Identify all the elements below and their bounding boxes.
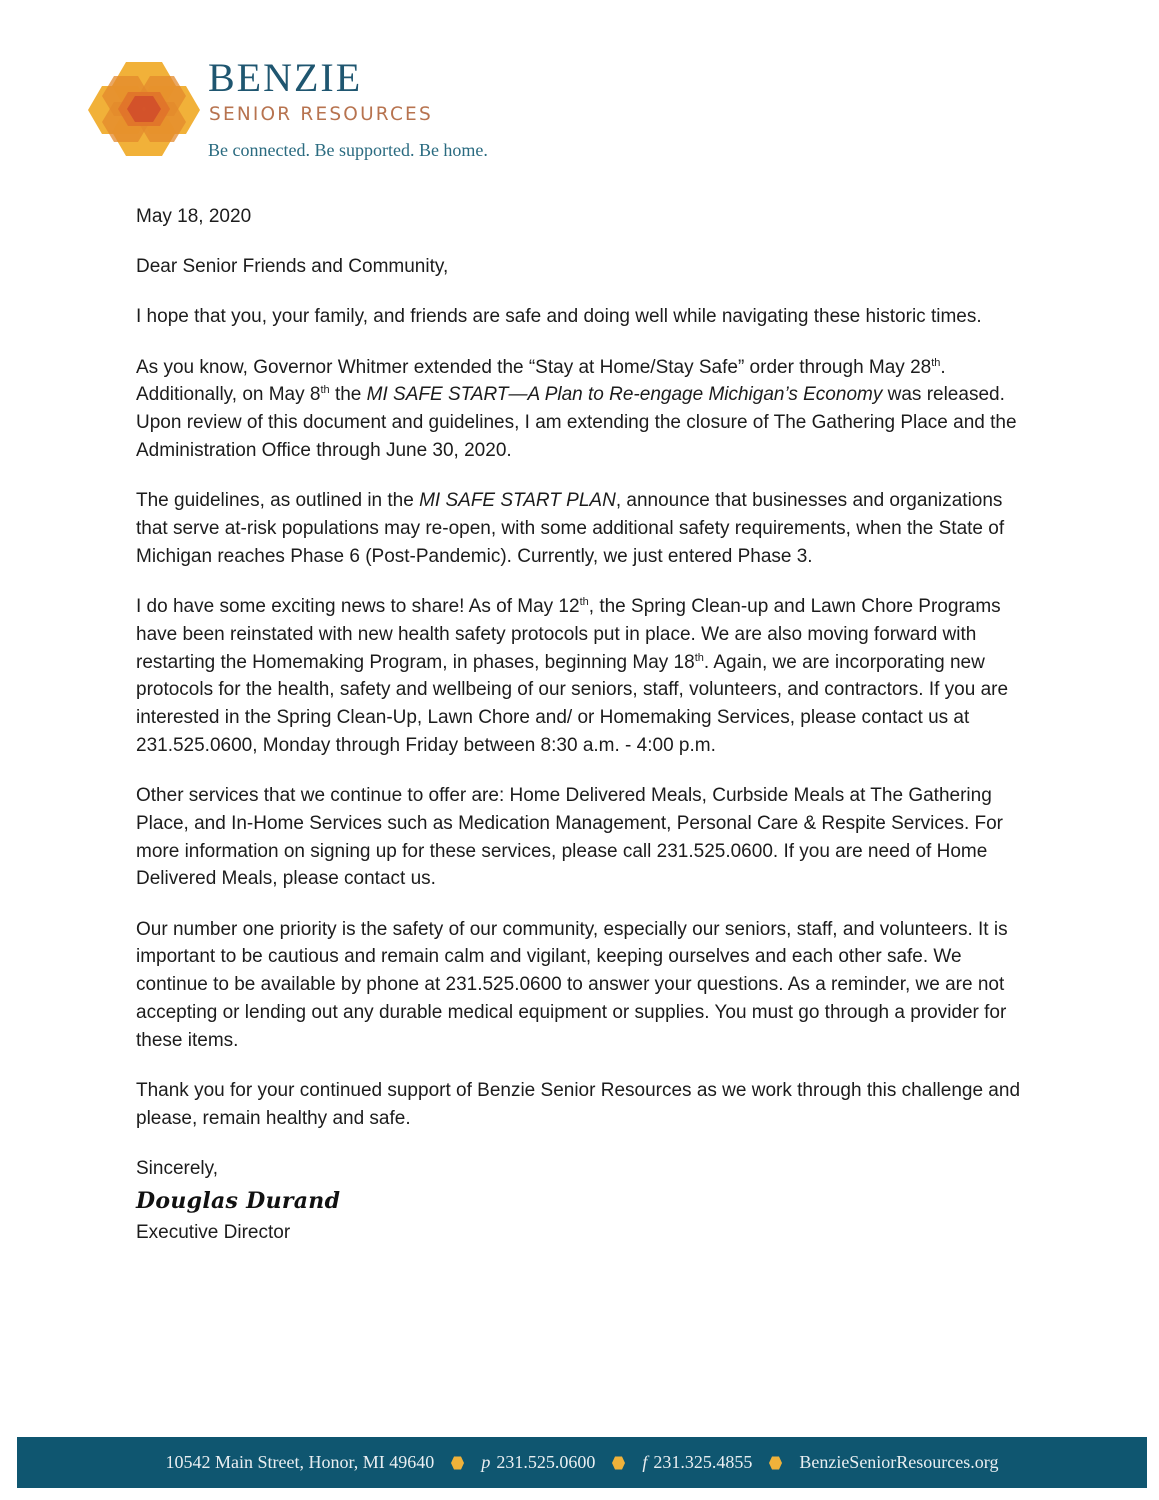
hexagon-separator-icon: [451, 1456, 464, 1470]
letter-salutation: Dear Senior Friends and Community,: [136, 256, 449, 278]
signature-block: [136, 1155, 1036, 1247]
org-tagline: Be connected. Be supported. Be home.: [208, 140, 488, 160]
plan-name: MI SAFE START PLAN: [419, 490, 616, 512]
honeycomb-logo-icon: [88, 58, 200, 158]
paragraph-6: Our number one priority is the safety of our community, especially our seniors, staff, and volunteers. It is important to be cautious and remain calm and vigilant, keeping ourselves and each other safe. We continue to be available by phone at 231.525.0600 to answer your questions. As a reminder, we are not accepting or lending out any durable medical equipment or supplies. You must go through a provider for these items.: [136, 918, 1008, 1051]
closing: Sincerely,: [136, 1158, 219, 1180]
hexagon-separator-icon: [769, 1456, 782, 1470]
footer-fax: f 231.325.4855: [642, 1452, 753, 1472]
paragraph-5: Other services that we continue to offer are: Home Delivered Meals, Curbside Meals at The Gathering Place, and In-Home Services such as Medication Management, Personal Care & Respite Services. For more information on signing up for these services, please call 231.525.0600. If you are need of Home Delivered Meals, please contact us.: [136, 785, 1004, 890]
footer-phone: p 231.525.0600: [481, 1452, 596, 1472]
paragraph-3: The guidelines, as outlined in the MI SAFE START PLAN, announce that businesses and organizations that serve at-risk populations may re-open, with some additional safety requirements, when the State of Michigan reaches Phase 6 (Post-Pandemic). Currently, we just entered Phase 3.: [136, 490, 1005, 567]
signature: Douglas Durand: [136, 1187, 341, 1214]
hexagon-separator-icon: [612, 1456, 625, 1470]
paragraph-2: As you know, Governor Whitmer extended the “Stay at Home/Stay Safe” order through May 28th. Additionally, on May 8th the MI SAFE START—A Plan to Re-engage Michigan’s Economy was released. Upon review of this document and guidelines, I am extending the closure of The Gathering Place and the Administration Office through June 30, 2020.: [136, 356, 1017, 461]
footer-contact-bar: [17, 1437, 1147, 1488]
signer-title: Executive Director: [136, 1221, 291, 1243]
org-name: BENZIE: [208, 55, 363, 100]
paragraph-1: I hope that you, your family, and friends are safe and doing well while navigating these historic times.: [136, 306, 982, 328]
paragraph-7: Thank you for your continued support of Benzie Senior Resources as we work through this challenge and please, remain healthy and safe.: [136, 1080, 1021, 1129]
paragraph-4: I do have some exciting news to share! As of May 12th, the Spring Clean-up and Lawn Chore Programs have been reinstated with new health safety protocols put in place. We are also moving forward with restarting the Homemaking Program, in phases, beginning May 18th. Again, we are incorporating new protocols for the health, safety and wellbeing of our seniors, staff, volunteers, and contractors. If you are interested in the Spring Clean-Up, Lawn Chore and/ or Homemaking Services, please contact us at 231.525.0600, Monday through Friday between 8:30 a.m. - 4:00 p.m.: [136, 595, 1009, 756]
footer-website-link[interactable]: BenzieSeniorResources.org: [799, 1452, 999, 1472]
plan-title: MI SAFE START—A Plan to Re-engage Michigan’s Economy: [366, 384, 883, 406]
letter-body: [136, 203, 1036, 1247]
footer-address: 10542 Main Street, Honor, MI 49640: [165, 1452, 435, 1472]
letter-date: May 18, 2020: [136, 206, 252, 227]
org-subtitle: SENIOR RESOURCES: [209, 104, 433, 125]
